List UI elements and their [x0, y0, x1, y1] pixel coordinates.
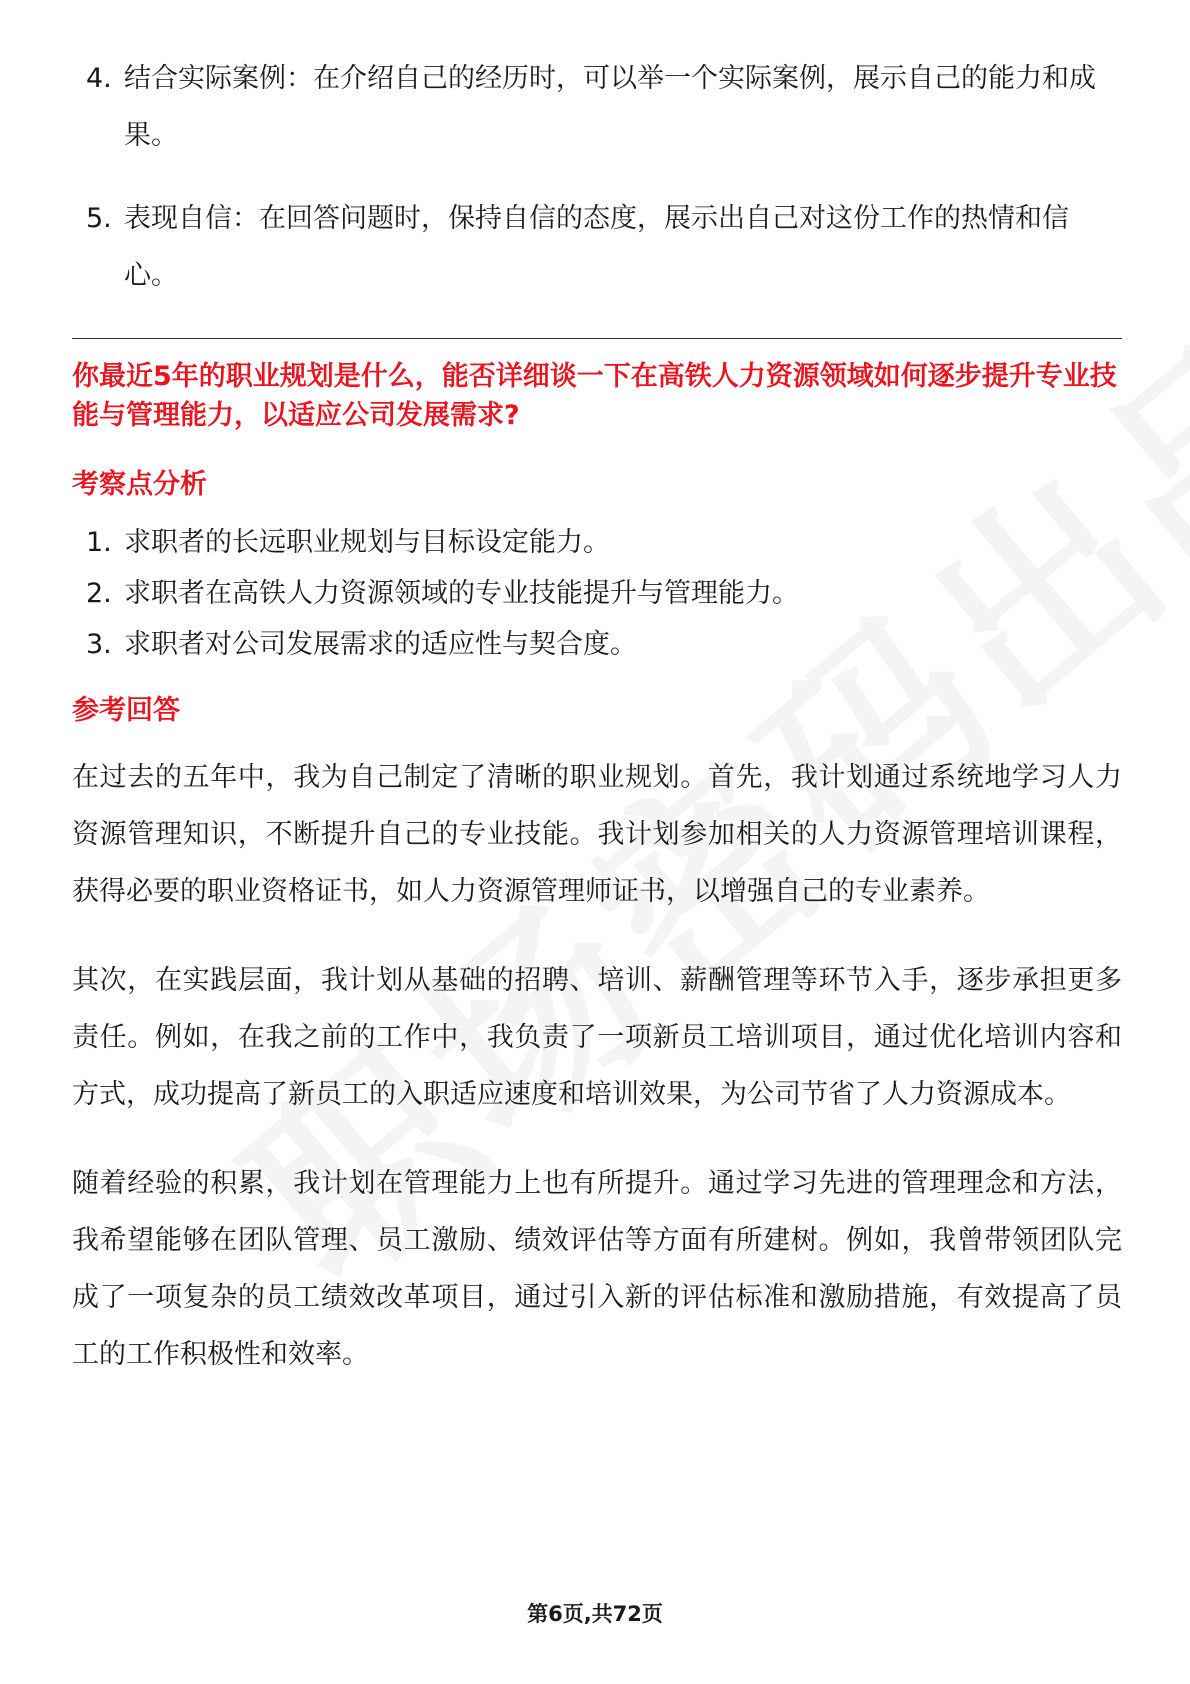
section-divider	[72, 338, 1122, 339]
list-item-number: 2.	[86, 578, 112, 609]
list-item-text: 求职者在高铁人力资源领域的专业技能提升与管理能力。	[124, 578, 799, 609]
page-content	[72, 50, 1122, 1415]
list-item-text: 结合实际案例：在介绍自己的经历时，可以举一个实际案例，展示自己的能力和成果。	[124, 63, 1096, 151]
analysis-list	[72, 523, 1122, 665]
page-number: 第6页,共72页	[527, 1602, 663, 1626]
list-item	[72, 523, 1122, 563]
tips-list	[72, 50, 1122, 304]
list-item-number: 1.	[86, 527, 112, 558]
list-item-number: 4.	[86, 63, 112, 94]
list-item-text: 表现自信：在回答问题时，保持自信的态度，展示出自己对这份工作的热情和信心。	[124, 203, 1069, 291]
list-item	[72, 625, 1122, 665]
list-item-number: 5.	[86, 203, 112, 234]
answer-paragraph: 其次，在实践层面，我计划从基础的招聘、培训、薪酬管理等环节入手，逐步承担更多责任。例如，在我之前的工作中，我负责了一项新员工培训项目，通过优化培训内容和方式，成功提高了新员工的入职适应速度和培训效果，为公司节省了人力资源成本。	[72, 965, 1122, 1110]
answer-heading: 参考回答	[72, 695, 180, 726]
list-item-text: 求职者对公司发展需求的适应性与契合度。	[124, 629, 637, 660]
list-item	[72, 574, 1122, 614]
list-item-text: 求职者的长远职业规划与目标设定能力。	[124, 527, 610, 558]
list-item	[72, 50, 1122, 164]
interview-question: 你最近5年的职业规划是什么，能否详细谈一下在高铁人力资源领域如何逐步提升专业技能与管理能力，以适应公司发展需求?	[72, 361, 1117, 431]
analysis-heading: 考察点分析	[72, 469, 207, 500]
answer-paragraph: 在过去的五年中，我为自己制定了清晰的职业规划。首先，我计划通过系统地学习人力资源管理知识，不断提升自己的专业技能。我计划参加相关的人力资源管理培训课程，获得必要的职业资格证书，如人力资源管理师证书，以增强自己的专业素养。	[72, 762, 1122, 907]
answer-paragraph: 随着经验的积累，我计划在管理能力上也有所提升。通过学习先进的管理理念和方法，我希望能够在团队管理、员工激励、绩效评估等方面有所建树。例如，我曾带领团队完成了一项复杂的员工绩效改革项目，通过引入新的评估标准和激励措施，有效提高了员工的工作积极性和效率。	[72, 1168, 1122, 1370]
list-item-number: 3.	[86, 629, 112, 660]
list-item	[72, 190, 1122, 304]
